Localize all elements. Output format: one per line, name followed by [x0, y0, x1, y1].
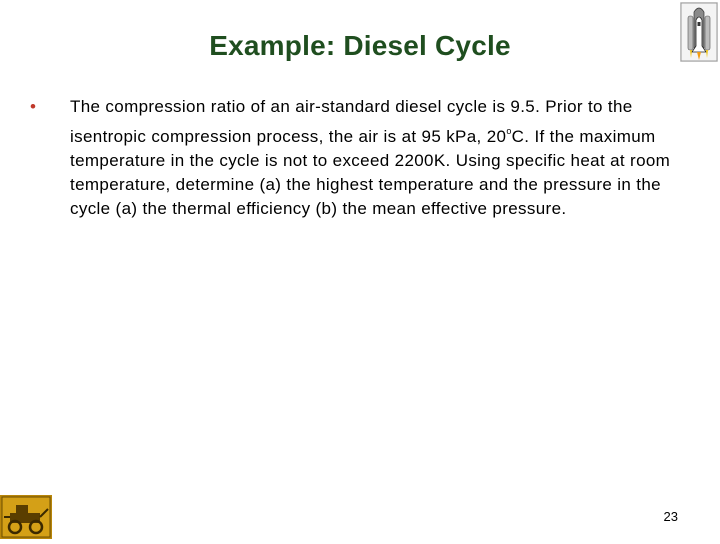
problem-text-part-1: The compression ratio of an air-standard diesel cycle is 9.5. Prior to the isentropic compression process, the air is at 95 kPa, 20 — [70, 97, 633, 146]
degree-symbol: o — [506, 126, 512, 136]
bullet-marker: • — [30, 97, 36, 116]
problem-text-part-2: C. If the maximum temperature in the cycle is not to exceed 2200K. Using specific heat at room temperature, determine (a) the highest temperature and the pressure in the cycle (a) the thermal efficiency (b) the mean effective pressure. — [70, 127, 671, 218]
slide-title: Example: Diesel Cycle — [209, 30, 511, 61]
page-number: 23 — [663, 509, 678, 524]
machinery-logo-icon — [0, 495, 52, 539]
problem-statement — [70, 95, 690, 221]
